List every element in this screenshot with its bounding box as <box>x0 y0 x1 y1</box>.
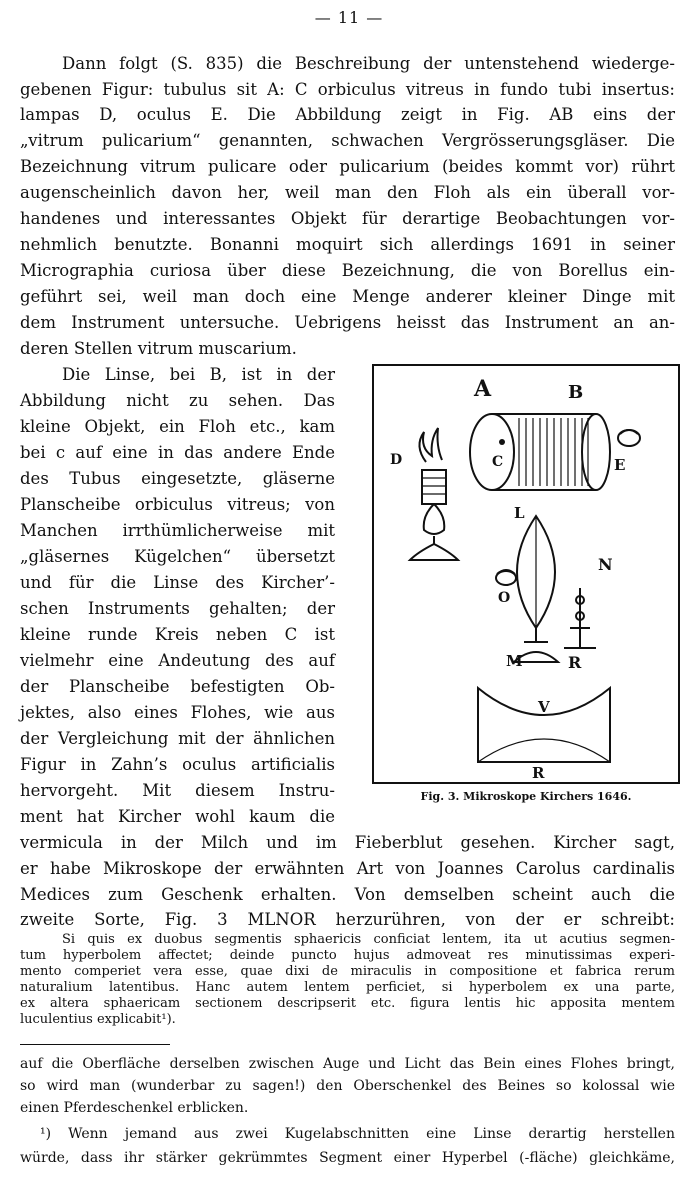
text-line: hervorgeht. Mit diesem Instru- <box>20 781 335 800</box>
text-line: bei c auf eine in das andere Ende <box>20 443 335 462</box>
text-line: zweite Sorte, Fig. 3 MLNOR herzurühren, von der er schreibt: <box>20 910 675 929</box>
text-line: handenes und interessantes Objekt für derartige Beobachtungen vor- <box>20 209 675 228</box>
text-line: Medices zum Geschenk erhalten. Von demselben scheint auch die <box>20 885 675 904</box>
object-dot <box>499 439 505 445</box>
text-line: deren Stellen vitrum muscarium. <box>20 339 297 358</box>
label-l: L <box>514 504 525 522</box>
quote-line: mento comperiet vera esse, quae dixi de miraculis in compositione et fabrica rerum <box>20 964 675 979</box>
text-line: „gläsernes Kügelchen“ übersetzt <box>20 547 335 566</box>
text-line: kleine runde Kreis neben C ist <box>20 625 335 644</box>
label-n: N <box>598 555 613 574</box>
figure-illustration <box>374 366 678 782</box>
text-line: Micrographia curiosa über diese Bezeichnung, die von Borellus ein- <box>20 261 675 280</box>
lamp-base <box>410 536 458 560</box>
label-c: C <box>492 454 504 470</box>
text-line: des Tubus eingesetzte, gläserne <box>20 469 335 488</box>
text-line: Manchen irrthümlicherweise mit <box>20 521 335 540</box>
text-line: gebenen Figur: tubulus sit A: C orbiculus vitreus in fundo tubi insertus: <box>20 80 675 99</box>
text-line: geführt sei, weil man doch eine Menge anderer kleiner Dinge mit <box>20 287 675 306</box>
quote-line: Si quis ex duobus segmentis sphaericis conficiat lentem, ita ut acutius segmen- <box>62 932 675 947</box>
tube-end-ellipse <box>470 414 514 490</box>
page-number: — 11 — <box>314 8 384 27</box>
label-r-mid: R <box>568 653 582 672</box>
text-line: jektes, also eines Flohes, wie aus <box>20 703 335 722</box>
text-line: kleine Objekt, ein Floh etc., kam <box>20 417 335 436</box>
label-e: E <box>614 456 626 474</box>
figure-microscopes <box>372 364 680 784</box>
footnote-line: so wird man (wunderbar zu sagen!) den Oberschenkel des Beines so kolossal wie <box>20 1078 675 1094</box>
text-line: Bezeichnung vitrum pulicare oder pulicarium (beides kommt vor) rührt <box>20 157 675 176</box>
text-line: vielmehr eine Andeutung des auf <box>20 651 335 670</box>
footnote-line: ¹) Wenn jemand aus zwei Kugelabschnitten eine Linse derartig herstellen <box>40 1126 675 1142</box>
text-line: vermicula in der Milch und im Fieberblut gesehen. Kircher sagt, <box>20 833 675 852</box>
label-r-bottom: R <box>532 764 545 782</box>
quote-line: ex altera sphaericam sectionem descripserit etc. figura lentis hic apposita mentem <box>20 996 675 1011</box>
quote-line: naturalium latentibus. Hanc autem lentem perficiet, si hyperbolem ex una parte, <box>20 980 675 995</box>
text-line: schen Instruments gehalten; der <box>20 599 335 618</box>
tube-hatching <box>519 418 588 486</box>
text-line: dem Instrument untersuche. Uebrigens heisst das Instrument an an- <box>20 313 675 332</box>
figure-caption: Fig. 3. Mikroskope Kirchers 1646. <box>420 790 632 803</box>
label-m: M <box>506 652 523 670</box>
text-line: augenscheinlich davon her, weil man den Floh als ein überall vor- <box>20 183 675 202</box>
text-line: der Planscheibe befestigten Ob- <box>20 677 335 696</box>
footnote-divider <box>20 1044 170 1045</box>
label-o: O <box>498 590 511 606</box>
footnote-line: auf die Oberfläche derselben zwischen Auge und Licht das Bein eines Flohes bringt, <box>20 1056 675 1072</box>
lamp-flame <box>419 428 442 462</box>
lamp-body <box>422 470 446 504</box>
label-a: A <box>474 376 492 402</box>
quote-line: luculentius explicabit¹). <box>20 1012 176 1027</box>
text-line: Planscheibe orbiculus vitreus; von <box>20 495 335 514</box>
text-line: und für die Linse des Kircher’- <box>20 573 335 592</box>
text-line: lampas D, oculus E. Die Abbildung zeigt in Fig. AB eins der <box>20 105 675 124</box>
label-b: B <box>568 382 584 403</box>
tube-rim-ellipse <box>582 414 610 490</box>
lamp-stem <box>424 504 445 534</box>
quote-line: tum hyperbolem affectet; deinde puncto hujus admoveat res minutissimas experi- <box>20 948 675 963</box>
text-line: Figur in Zahn’s oculus artificialis <box>20 755 335 774</box>
text-line: ment hat Kircher wohl kaum die <box>20 807 335 826</box>
text-line: Dann folgt (S. 835) die Beschreibung der untenstehend wiederge- <box>62 54 675 73</box>
footnote-line: würde, dass ihr stärker gekrümmtes Segment einer Hyperbel (-fläche) gleichkäme, <box>20 1150 675 1166</box>
text-line: Die Linse, bei B, ist in der <box>62 365 335 384</box>
text-line: „vitrum pulicarium“ genannten, schwachen Vergrösserungsgläser. Die <box>20 131 675 150</box>
label-d: D <box>390 452 403 468</box>
text-line: der Vergleichung mit der ähnlichen <box>20 729 335 748</box>
text-line: Abbildung nicht zu sehen. Das <box>20 391 335 410</box>
text-line: er habe Mikroskope der erwähnten Art von Joannes Carolus cardinalis <box>20 859 675 878</box>
footnote-line: einen Pferdeschenkel erblicken. <box>20 1100 249 1116</box>
text-line: nehmlich benutzte. Bonanni moquirt sich allerdings 1691 in seiner <box>20 235 675 254</box>
label-v: V <box>538 698 550 716</box>
